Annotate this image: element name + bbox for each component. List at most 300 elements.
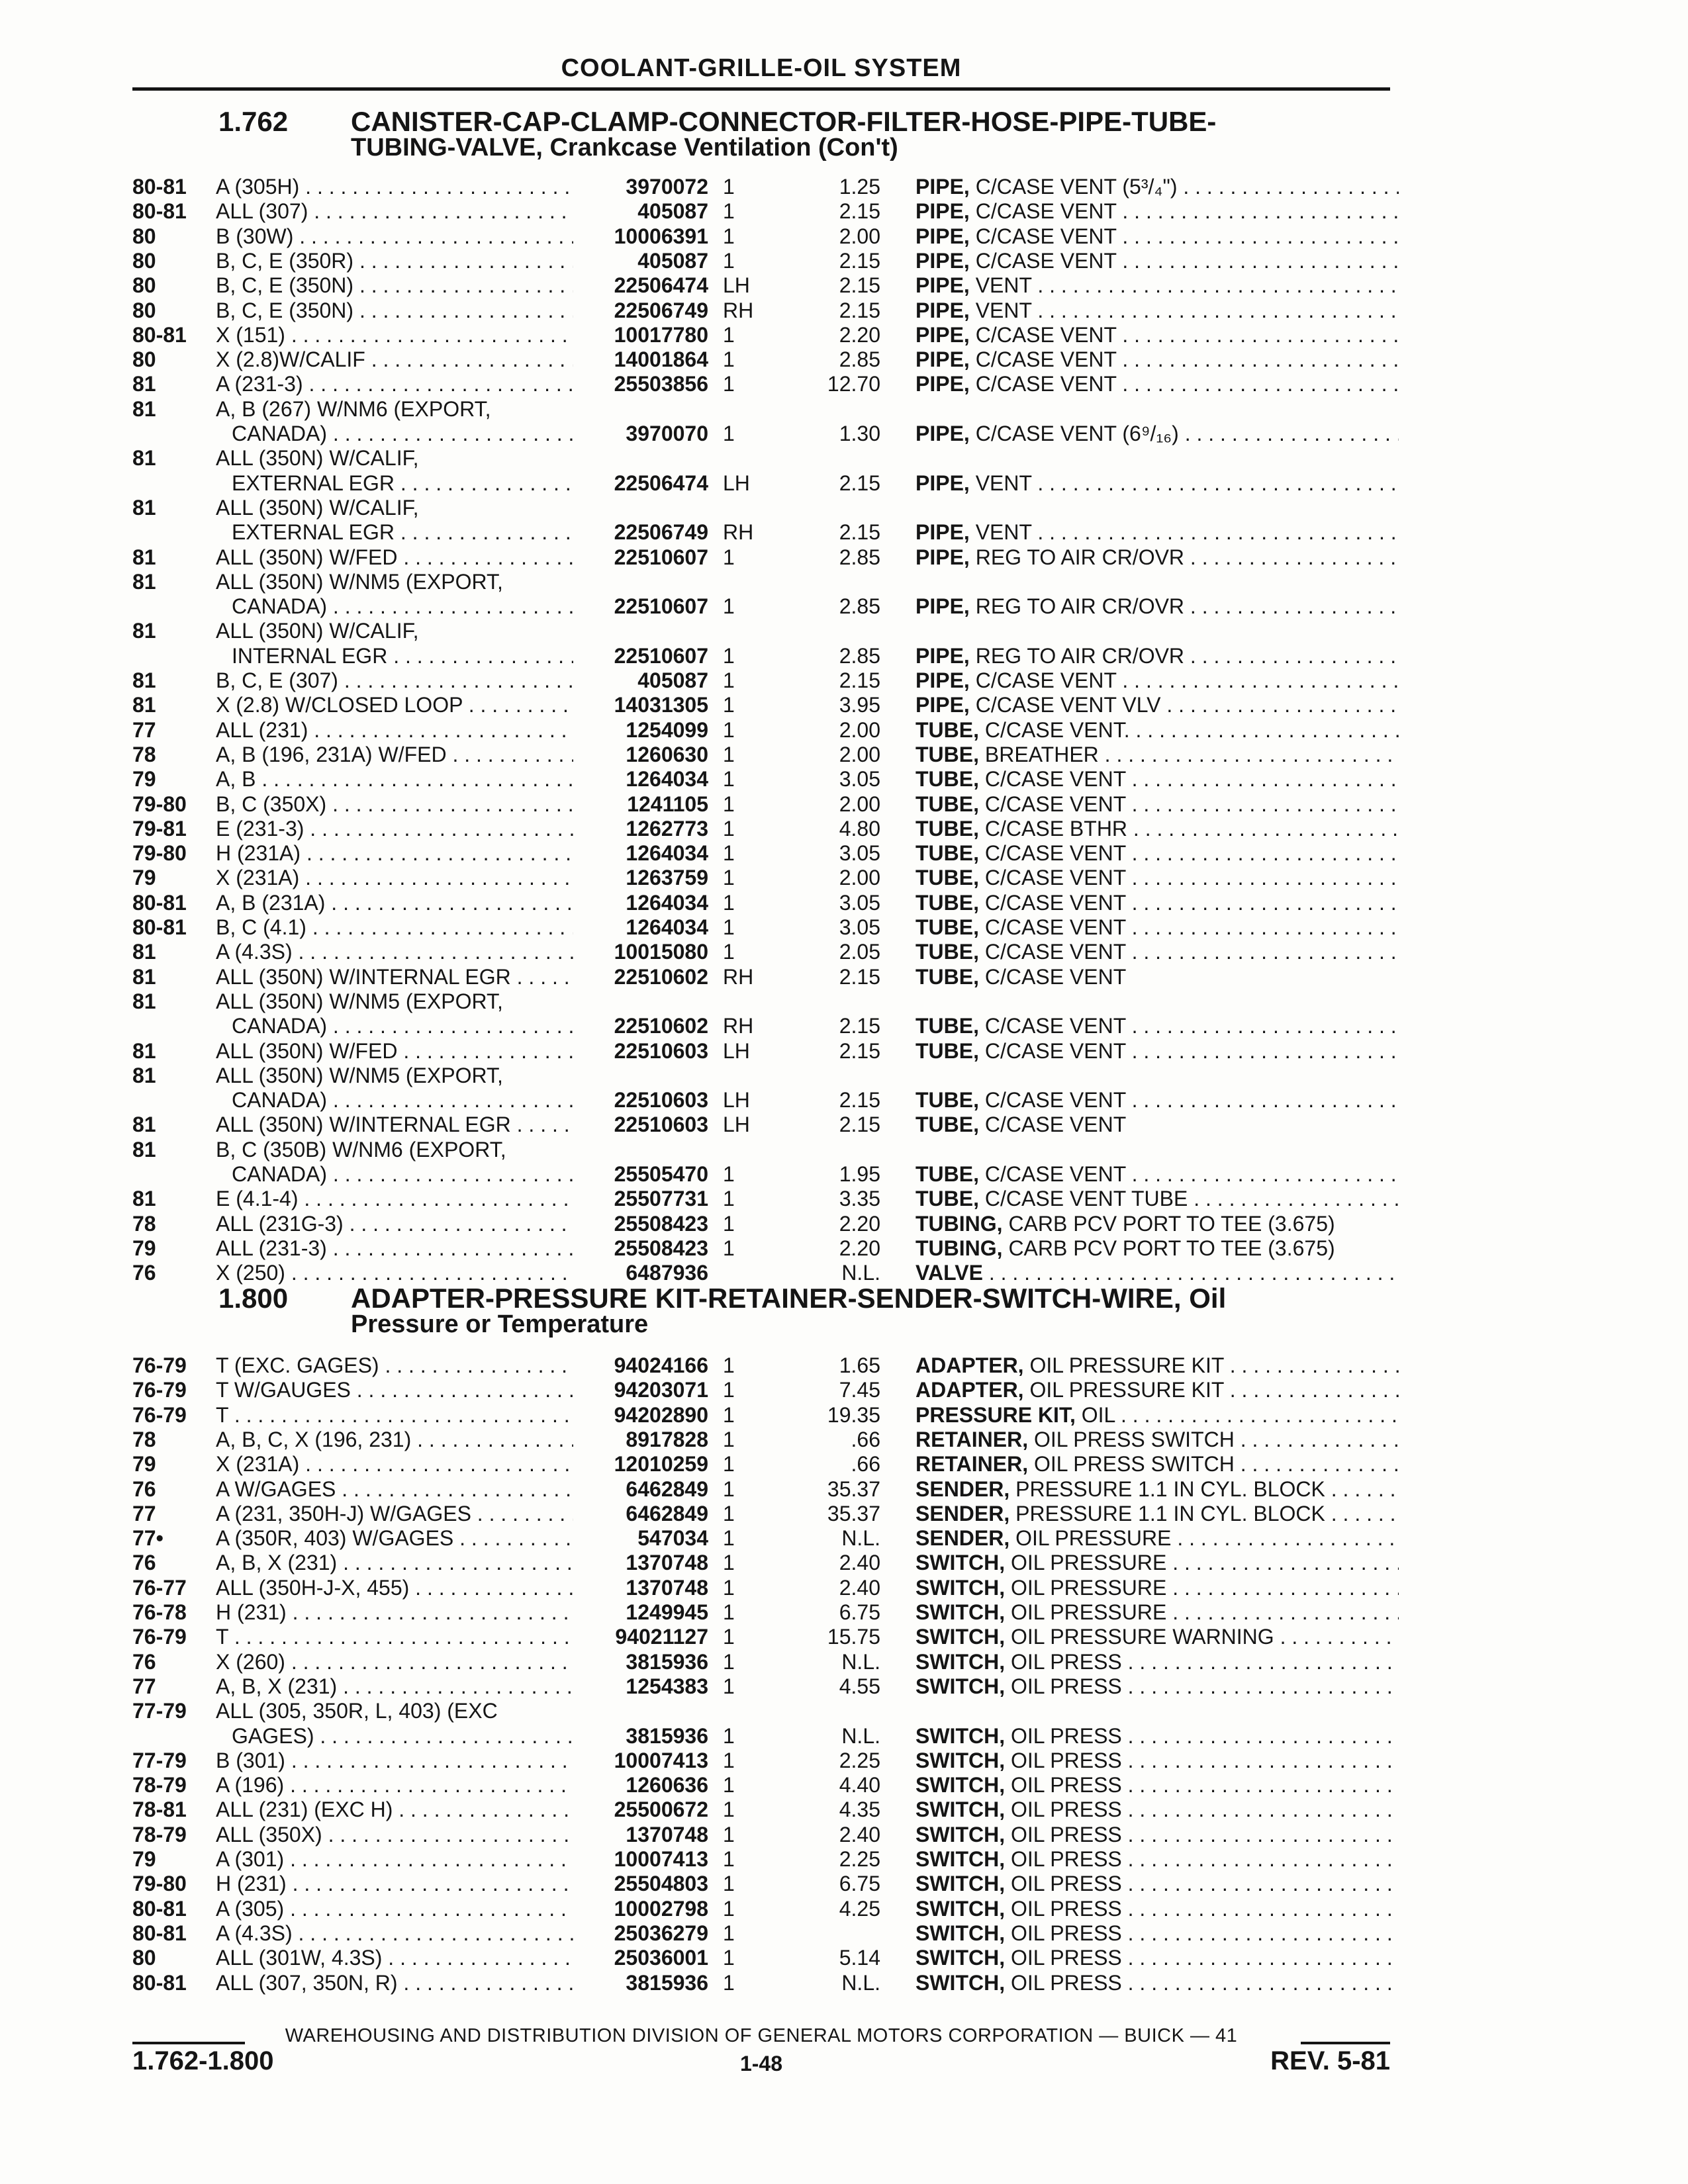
- application: X (260) . . .: [216, 1650, 573, 1674]
- part-name: ADAPTER,: [915, 1353, 1024, 1377]
- part-number: 94202890: [614, 1402, 708, 1427]
- part-number: 405087: [637, 199, 708, 224]
- model-year: 76: [132, 1477, 156, 1501]
- model-year: 80-81: [132, 175, 187, 199]
- list-price: 4.40: [839, 1773, 880, 1797]
- table-row: [0, 224, 1688, 249]
- model-year: 76: [132, 1261, 156, 1285]
- part-description: [915, 767, 1399, 792]
- part-description: [915, 1749, 1399, 1773]
- quantity: 1: [723, 866, 735, 890]
- description-detail: REG TO AIR CR/OVR: [975, 545, 1185, 569]
- description-detail: C/CASE VENT.: [984, 717, 1130, 742]
- part-description: [915, 1477, 1399, 1502]
- model-year: 80-81: [132, 199, 187, 224]
- model-year: 81: [132, 396, 156, 421]
- list-price: 2.15: [839, 1088, 880, 1113]
- part-name: SWITCH,: [915, 1625, 1006, 1649]
- table-row: [0, 496, 1688, 520]
- application: ALL (307, 350N, R) . . .: [216, 1971, 573, 1995]
- quantity: 1: [723, 1353, 735, 1377]
- table-row: [0, 1921, 1688, 1946]
- description-detail: C/CASE VENT: [984, 1113, 1127, 1137]
- part-number: 1241105: [627, 792, 708, 816]
- table-row: [0, 743, 1688, 767]
- part-name: PIPE,: [915, 422, 970, 445]
- description-detail: REG TO AIR CR/OVR: [975, 594, 1185, 619]
- application: A (301) . . .: [216, 1847, 573, 1872]
- quantity: 1: [723, 1501, 735, 1525]
- application: GAGES) . . .: [232, 1724, 573, 1749]
- part-description: [915, 1600, 1399, 1625]
- model-year: 78-79: [132, 1822, 187, 1846]
- list-price: 1.95: [839, 1162, 880, 1186]
- list-price: 2.25: [839, 1847, 880, 1871]
- part-number: 10007413: [614, 1748, 708, 1772]
- model-year: 77-79: [132, 1748, 187, 1772]
- part-number: 94024166: [614, 1353, 708, 1377]
- list-price: 3.05: [839, 767, 880, 792]
- application: B, C, E (350N) . . .: [216, 298, 573, 323]
- quantity: 1: [723, 742, 735, 766]
- part-number: 1263759: [626, 866, 708, 890]
- model-year: 80: [132, 273, 156, 298]
- list-price: 2.40: [839, 1822, 880, 1846]
- model-year: 81: [132, 372, 156, 396]
- application: CANADA) . . .: [232, 1162, 573, 1187]
- model-year: 80: [132, 1946, 156, 1970]
- list-price: 2.20: [839, 1211, 880, 1236]
- part-number: 1264034: [626, 841, 708, 866]
- part-description: [915, 224, 1399, 249]
- part-name: RETAINER,: [915, 1427, 1029, 1451]
- part-name: TUBE,: [915, 940, 979, 964]
- application: H (231A) . . .: [216, 841, 573, 866]
- application: A (350R, 403) W/GAGES . . .: [216, 1526, 573, 1551]
- model-year: 81: [132, 619, 156, 643]
- section-number: 1.762: [218, 106, 289, 137]
- section-title-line2: Pressure or Temperature: [351, 1310, 649, 1338]
- quantity: 1: [723, 1896, 735, 1921]
- part-description: [915, 249, 1399, 273]
- table-row: [0, 1378, 1688, 1402]
- part-name: SWITCH,: [915, 1822, 1006, 1846]
- table-row: [0, 866, 1688, 890]
- description-detail: C/CASE VENT: [984, 1038, 1126, 1063]
- quantity: 1: [723, 1378, 735, 1402]
- part-name: PIPE,: [915, 273, 970, 298]
- list-price: 4.35: [839, 1797, 880, 1822]
- part-number: 1262773: [626, 816, 708, 841]
- table-row: [0, 1039, 1688, 1064]
- table-row: [0, 1847, 1688, 1872]
- part-number: 22510603: [614, 1038, 708, 1063]
- list-price: 2.00: [839, 742, 880, 766]
- quantity: RH: [723, 520, 754, 545]
- table-row: [0, 891, 1688, 915]
- model-year: 80-81: [132, 1970, 187, 1995]
- quantity: 1: [723, 816, 735, 841]
- part-number: 405087: [637, 248, 708, 273]
- part-number: 94203071: [614, 1378, 708, 1402]
- part-number: 1254383: [626, 1674, 708, 1698]
- part-name: TUBE,: [915, 792, 979, 816]
- list-price: 2.20: [839, 322, 880, 347]
- table-row: [0, 372, 1688, 396]
- table-row: [0, 1946, 1688, 1970]
- quantity: 1: [723, 545, 735, 569]
- part-description: [915, 668, 1399, 693]
- list-price: 4.25: [839, 1896, 880, 1921]
- model-year: 80: [132, 298, 156, 322]
- description-detail: VENT: [975, 273, 1032, 298]
- part-description: [915, 1039, 1399, 1064]
- model-year: 80-81: [132, 322, 187, 347]
- table-row: [0, 1236, 1688, 1261]
- table-row: [0, 1749, 1688, 1773]
- application: CANADA) . . .: [232, 1088, 573, 1113]
- application: X (250) . . .: [216, 1261, 573, 1285]
- application: A, B, X (231) . . .: [216, 1674, 573, 1699]
- part-name: SENDER,: [915, 1501, 1010, 1525]
- table-row: [0, 619, 1688, 643]
- table-row: [0, 347, 1688, 372]
- part-name: TUBE,: [915, 841, 979, 866]
- quantity: 1: [723, 372, 735, 396]
- list-price: 19.35: [827, 1402, 880, 1427]
- section-title-line1: CANISTER-CAP-CLAMP-CONNECTOR-FILTER-HOSE-PIPE-TUBE-: [351, 106, 1217, 137]
- part-description: [915, 1452, 1399, 1477]
- quantity: 1: [723, 1748, 735, 1772]
- application: X (2.8) W/CLOSED LOOP . . .: [216, 693, 573, 717]
- part-description: [915, 1823, 1399, 1847]
- description-detail: C/CASE VENT: [984, 890, 1126, 915]
- model-year: 80-81: [132, 1896, 187, 1921]
- list-price: 2.85: [839, 347, 880, 372]
- application: ALL (350N) W/FED . . .: [216, 1039, 573, 1064]
- model-year: 81: [132, 446, 156, 471]
- application: A (4.3S) . . .: [216, 940, 573, 964]
- part-description: [915, 1378, 1399, 1402]
- quantity: 1: [723, 347, 735, 372]
- table-row: [0, 1014, 1688, 1038]
- application: A, B (231A) . . .: [216, 891, 573, 915]
- table-row: [0, 1187, 1688, 1211]
- part-description: [915, 1897, 1399, 1921]
- model-year: 79-81: [132, 816, 187, 841]
- model-year: 81: [132, 1137, 156, 1161]
- application: A, B . . .: [216, 767, 573, 792]
- application: A, B, X (231) . . .: [216, 1551, 573, 1575]
- part-name: PIPE,: [915, 643, 970, 668]
- footer-division-line: WAREHOUSING AND DISTRIBUTION DIVISION OF GENERAL MOTORS CORPORATION — BUICK — 41: [285, 2025, 1238, 2046]
- quantity: LH: [723, 1088, 750, 1113]
- part-description: [915, 422, 1399, 446]
- model-year: 78: [132, 1427, 156, 1451]
- description-detail: OIL PRESSURE WARNING: [1010, 1625, 1274, 1649]
- table-row: [0, 644, 1688, 668]
- part-description: [915, 965, 1399, 989]
- quantity: 1: [723, 1723, 735, 1748]
- model-year: 76-79: [132, 1378, 187, 1402]
- table-row: [0, 298, 1688, 323]
- table-row: [0, 1113, 1688, 1137]
- application: ALL (350N) W/INTERNAL EGR . . .: [216, 965, 573, 989]
- part-description: [915, 1773, 1399, 1797]
- part-number: 22510603: [614, 1113, 708, 1137]
- model-year: 81: [132, 1038, 156, 1063]
- table-row: [0, 767, 1688, 792]
- table-row: [0, 397, 1688, 422]
- application: ALL (350X) . . .: [216, 1823, 573, 1847]
- table-row: [0, 1971, 1688, 1995]
- quantity: 1: [723, 1575, 735, 1600]
- part-name: SWITCH,: [915, 1674, 1006, 1698]
- list-price: 7.45: [839, 1378, 880, 1402]
- description-detail: C/CASE VENT: [984, 792, 1126, 816]
- list-price: 2.05: [839, 940, 880, 964]
- model-year: 80: [132, 224, 156, 248]
- part-number: 25507731: [614, 1187, 708, 1211]
- model-year: 77: [132, 1674, 156, 1698]
- part-number: 10007413: [614, 1847, 708, 1871]
- table-row: [0, 199, 1688, 224]
- part-description: [915, 1674, 1399, 1699]
- part-name: TUBE,: [915, 1038, 979, 1063]
- quantity: 1: [723, 643, 735, 668]
- list-price: 3.05: [839, 890, 880, 915]
- quantity: 1: [723, 1402, 735, 1427]
- application: CANADA) . . .: [232, 1014, 573, 1038]
- list-price: 2.85: [839, 594, 880, 619]
- quantity: 1: [723, 890, 735, 915]
- part-description: [915, 1797, 1399, 1822]
- part-number: 14031305: [614, 693, 708, 717]
- quantity: 1: [723, 422, 735, 445]
- application: B, C, E (350N) . . .: [216, 273, 573, 298]
- list-price: 3.05: [839, 915, 880, 939]
- part-name: TUBE,: [915, 1162, 979, 1186]
- list-price: 2.00: [839, 224, 880, 248]
- description-detail: C/CASE VENT (5³/₄"): [975, 175, 1178, 199]
- application: T W/GAUGES . . .: [216, 1378, 573, 1402]
- part-number: 22506749: [614, 520, 708, 545]
- application: ALL (301W, 4.3S) . . .: [216, 1946, 573, 1970]
- quantity: 1: [723, 1452, 735, 1477]
- part-number: 10002798: [614, 1896, 708, 1921]
- table-row: [0, 1428, 1688, 1452]
- quantity: 1: [723, 1921, 735, 1945]
- list-price: 2.15: [839, 520, 880, 545]
- part-name: PIPE,: [915, 520, 970, 545]
- part-number: 12010259: [614, 1452, 708, 1477]
- quantity: 1: [723, 915, 735, 939]
- description-detail: C/CASE VENT: [984, 767, 1126, 792]
- table-row: [0, 1403, 1688, 1428]
- quantity: 1: [723, 792, 735, 816]
- list-price: 2.85: [839, 545, 880, 569]
- footer-section-range: 1.762-1.800: [132, 2046, 274, 2075]
- model-year: 76: [132, 1551, 156, 1575]
- part-description: [915, 1236, 1399, 1261]
- description-detail: OIL PRESS: [1010, 1946, 1122, 1970]
- table-row: [0, 520, 1688, 545]
- table-row: [0, 1773, 1688, 1797]
- application: ALL (350N) W/CALIF,: [216, 495, 419, 520]
- part-name: SENDER,: [915, 1477, 1010, 1501]
- application: CANADA) . . .: [232, 422, 573, 446]
- quantity: 1: [723, 1477, 735, 1501]
- part-number: 1249945: [626, 1600, 708, 1624]
- part-number: 1264034: [626, 915, 708, 939]
- table-row: [0, 1526, 1688, 1551]
- part-number: 25503856: [614, 372, 708, 396]
- description-detail: PRESSURE 1.1 IN CYL. BLOCK: [1015, 1477, 1325, 1501]
- part-description: [915, 718, 1399, 743]
- part-number: 3815936: [626, 1649, 708, 1674]
- description-detail: C/CASE VENT: [975, 224, 1117, 248]
- part-description: [915, 866, 1399, 890]
- table-row: [0, 1551, 1688, 1575]
- header-rule: [132, 87, 1390, 91]
- part-number: 1260630: [626, 742, 708, 766]
- part-description: [915, 743, 1399, 767]
- part-number: 94021127: [615, 1625, 708, 1649]
- part-description: [915, 1971, 1399, 1995]
- table-row: [0, 989, 1688, 1014]
- table-row: [0, 1724, 1688, 1749]
- part-name: TUBE,: [915, 767, 979, 792]
- part-number: 25500672: [614, 1797, 708, 1822]
- part-description: [915, 1353, 1399, 1378]
- table-row: [0, 1212, 1688, 1236]
- list-price: N.L.: [841, 1261, 880, 1285]
- part-description: [915, 1625, 1399, 1649]
- model-year: 76-78: [132, 1600, 187, 1624]
- part-name: PIPE,: [915, 471, 970, 495]
- quantity: 1: [723, 1773, 735, 1797]
- part-name: SWITCH,: [915, 1896, 1006, 1921]
- list-price: 2.15: [839, 668, 880, 692]
- part-description: [915, 1212, 1399, 1236]
- model-year: 81: [132, 693, 156, 717]
- quantity: 1: [723, 594, 735, 619]
- part-number: 1264034: [626, 890, 708, 915]
- model-year: 81: [132, 668, 156, 692]
- model-year: 79-80: [132, 841, 187, 866]
- part-name: TUBE,: [915, 1088, 979, 1113]
- part-description: [915, 1502, 1399, 1526]
- application: ALL (231) (EXC H) . . .: [216, 1797, 573, 1822]
- part-name: SWITCH,: [915, 1649, 1006, 1674]
- model-year: 81: [132, 940, 156, 964]
- part-description: [915, 175, 1399, 199]
- model-year: 81: [132, 1063, 156, 1087]
- list-price: N.L.: [841, 1649, 880, 1674]
- part-description: [915, 520, 1399, 545]
- quantity: 1: [723, 1187, 735, 1211]
- part-number: 3970072: [626, 175, 708, 199]
- list-price: 2.15: [839, 471, 880, 495]
- application: A (4.3S) . . .: [216, 1921, 573, 1946]
- description-detail: C/CASE VENT: [975, 199, 1117, 224]
- model-year: 76-77: [132, 1575, 187, 1600]
- part-number: 405087: [637, 668, 708, 692]
- part-number: 6462849: [626, 1501, 708, 1525]
- footer-page-number: 1-48: [739, 2052, 783, 2075]
- quantity: 1: [723, 1872, 735, 1896]
- description-detail: OIL: [1081, 1402, 1115, 1427]
- model-year: 79: [132, 866, 156, 890]
- table-row: [0, 1797, 1688, 1822]
- table-row: [0, 1872, 1688, 1896]
- description-detail: OIL PRESS: [1010, 1773, 1122, 1797]
- part-number: 25036279: [614, 1921, 708, 1945]
- application: A W/GAGES . . .: [216, 1477, 573, 1502]
- part-name: PRESSURE KIT,: [915, 1402, 1076, 1427]
- table-row: [0, 570, 1688, 594]
- model-year: 80: [132, 347, 156, 372]
- table-row: [0, 1674, 1688, 1699]
- footer-rule-right: [1301, 2042, 1390, 2044]
- description-detail: CARB PCV PORT TO TEE (3.675): [1008, 1236, 1335, 1260]
- application: B, C (4.1) . . .: [216, 915, 573, 940]
- part-description: [915, 1724, 1399, 1749]
- part-description: [915, 1526, 1399, 1551]
- application: E (231-3) . . .: [216, 817, 573, 841]
- list-price: 1.65: [839, 1353, 880, 1377]
- model-year: 81: [132, 495, 156, 520]
- table-row: [0, 841, 1688, 866]
- section-number: 1.800: [218, 1283, 289, 1314]
- list-price: 2.15: [839, 1014, 880, 1038]
- description-detail: C/CASE VENT (6⁹/₁₆): [975, 422, 1179, 445]
- part-number: 547034: [637, 1526, 708, 1551]
- application: EXTERNAL EGR . . .: [232, 471, 573, 496]
- description-detail: OIL PRESS: [1010, 1822, 1122, 1846]
- part-name: TUBE,: [915, 816, 979, 841]
- table-row: [0, 1625, 1688, 1649]
- model-year: 79: [132, 1236, 156, 1260]
- part-number: 1260636: [626, 1773, 708, 1797]
- part-number: 22506474: [614, 471, 708, 495]
- part-name: PIPE,: [915, 668, 970, 692]
- application: ALL (305, 350R, L, 403) (EXC: [216, 1699, 498, 1723]
- application: A, B (196, 231A) W/FED . . .: [216, 743, 573, 767]
- description-detail: OIL PRESS: [1010, 1896, 1122, 1921]
- list-price: 2.40: [839, 1575, 880, 1600]
- model-year: 77: [132, 1501, 156, 1525]
- description-detail: PRESSURE 1.1 IN CYL. BLOCK: [1015, 1501, 1325, 1525]
- table-row: [0, 1261, 1688, 1285]
- model-year: 77: [132, 717, 156, 742]
- model-year: 79: [132, 1452, 156, 1477]
- application: A (305) . . .: [216, 1897, 573, 1921]
- part-description: [915, 1261, 1399, 1285]
- quantity: 1: [723, 693, 735, 717]
- part-description: [915, 199, 1399, 224]
- application: A (196) . . .: [216, 1773, 573, 1797]
- part-name: SWITCH,: [915, 1847, 1006, 1871]
- description-detail: OIL PRESSURE KIT: [1029, 1378, 1224, 1402]
- list-price: 3.05: [839, 841, 880, 866]
- quantity: LH: [723, 1038, 750, 1063]
- description-detail: OIL PRESS: [1010, 1847, 1122, 1871]
- model-year: 77•: [132, 1526, 164, 1551]
- application: B, C (350B) W/NM6 (EXPORT,: [216, 1137, 506, 1161]
- list-price: 2.15: [839, 298, 880, 322]
- model-year: 77-79: [132, 1699, 187, 1723]
